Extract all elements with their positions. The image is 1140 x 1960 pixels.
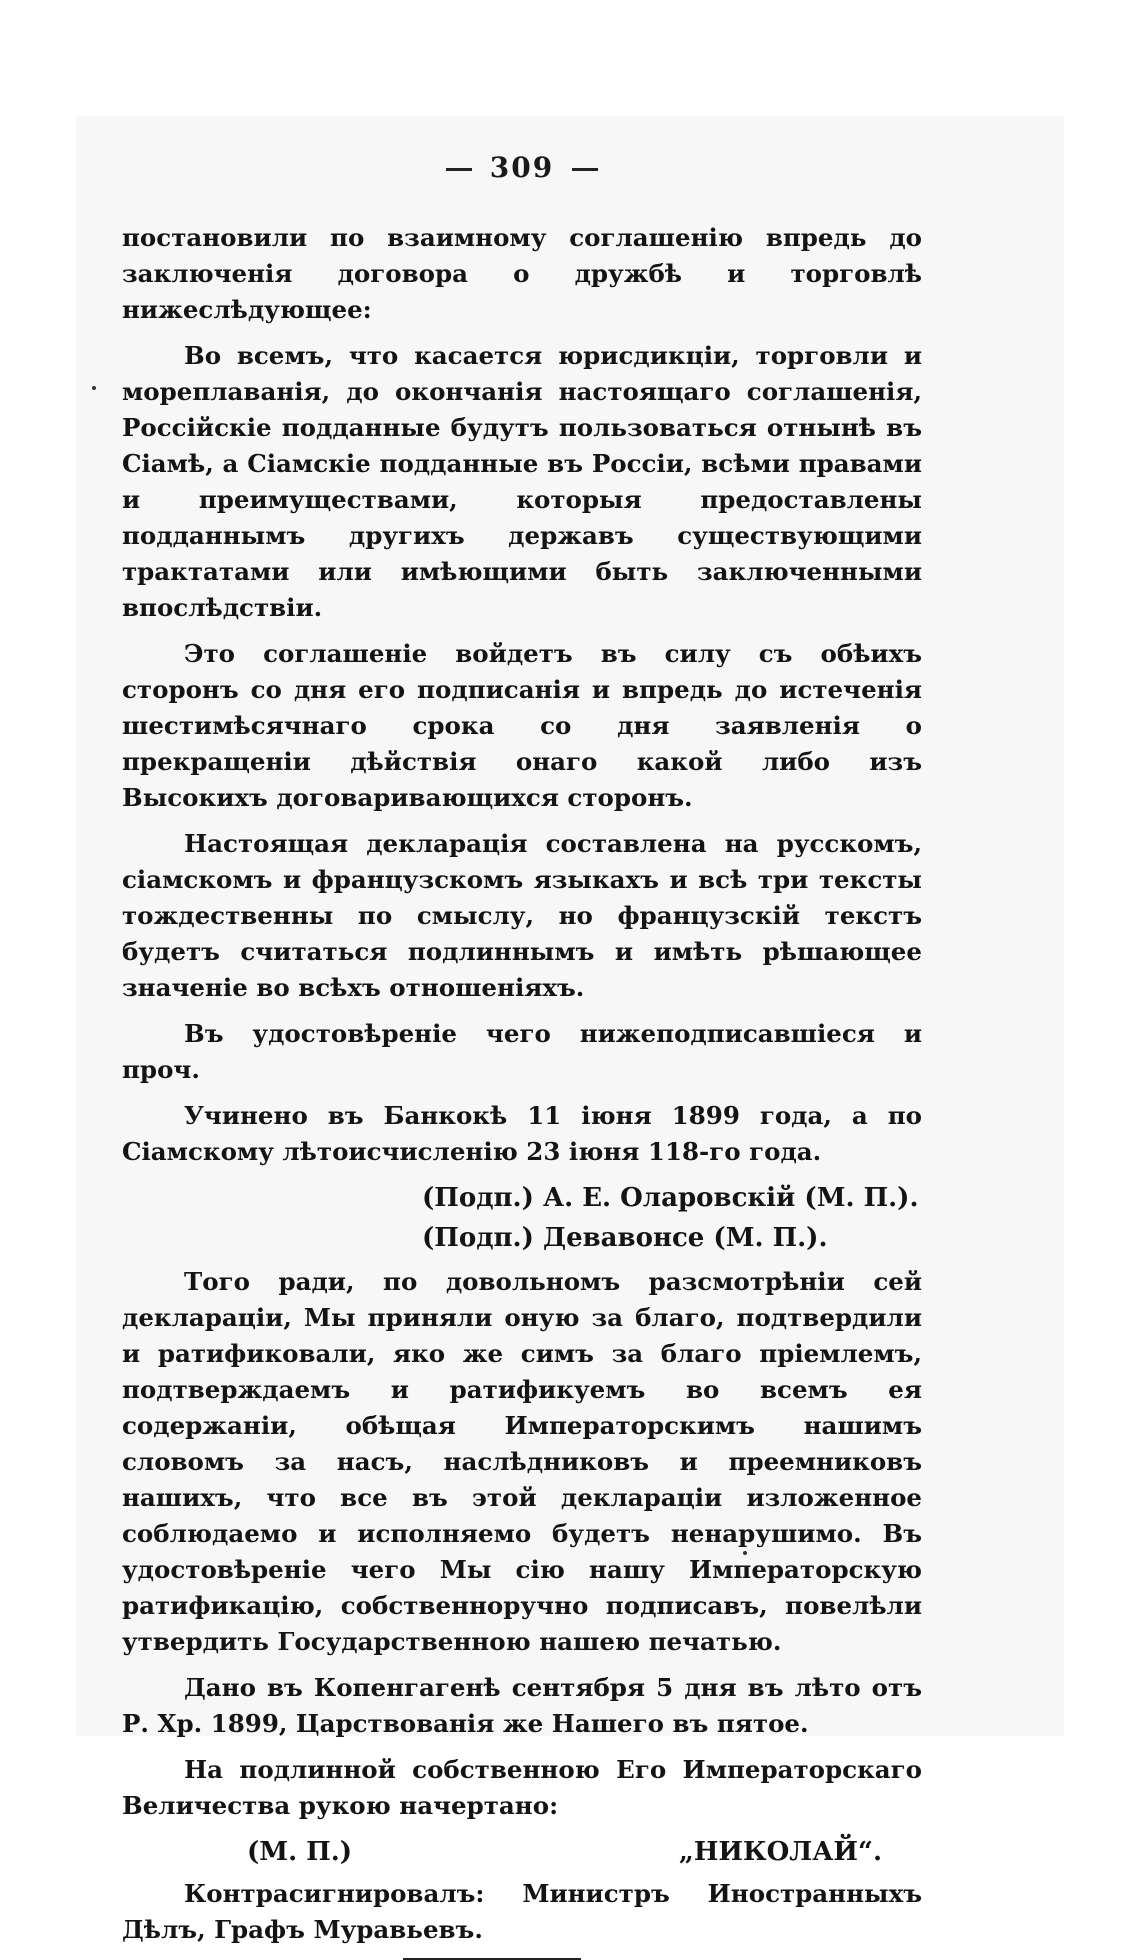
page-number-dash-right xyxy=(572,168,598,171)
ink-speck xyxy=(743,1551,747,1555)
signature-1: (Подп.) А. Е. Оларовскій (М. П.). xyxy=(422,1183,919,1213)
paragraph-2: Во всемъ, что касается юрисдикціи, торговли и мореплаванія, до окончанія настоящаго соглашенія, Россійскіе подданные будутъ пользоваться отнынѣ въ Сіамѣ, а Сіамскіе подданные въ Россіи, всѣми правами и преимуществами, которыя предоставлены подданнымъ другихъ державъ существующими трактатами или имѣющими быть заключенными впослѣдствіи. xyxy=(122,341,922,622)
paragraph-3: Это соглашеніе войдетъ въ силу съ обѣихъ сторонъ со дня его подписанія и впредь до истеченія шестимѣсячнаго срока со дня заявленія о прекращеніи дѣйствія онаго какой либо изъ Высокихъ договаривающихся сторонъ. xyxy=(122,639,922,812)
document-page xyxy=(122,150,922,1960)
imperial-signature: „НИКОЛАЙ“. xyxy=(678,1837,882,1867)
ink-speck xyxy=(92,386,96,390)
paragraph-4: Настоящая декларація составлена на русскомъ, сіамскомъ и французскомъ языкахъ и всѣ три тексты тождественны по смыслу, но французскій текстъ будетъ считаться подлиннымъ и имѣть рѣшающее значеніе во всѣхъ отношеніяхъ. xyxy=(122,829,922,1002)
paragraph-1: постановили по взаимному соглашенію впредь до заключенія договора о дружбѣ и торговлѣ нижеслѣдующее: xyxy=(122,223,922,324)
paragraph-8: Дано въ Копенгагенѣ сентября 5 дня въ лѣто отъ Р. Хр. 1899, Царствованія же Нашего въ пятое. xyxy=(122,1673,922,1738)
signature-2: (Подп.) Девавонсе (М. П.). xyxy=(422,1223,828,1253)
paragraph-10: Контрасигнировалъ: Министръ Иностранныхъ Дѣлъ, Графъ Муравьевъ. xyxy=(122,1879,922,1944)
paragraph-6: Учинено въ Банкокѣ 11 іюня 1899 года, а по Сіамскому лѣтоисчисленію 23 іюня 118-го года. xyxy=(122,1101,922,1166)
paragraph-7: Того ради, по довольномъ разсмотрѣніи сей деклараціи, Мы приняли оную за благо, подтвердили и ратификовали, яко же симъ за благо пріемлемъ, подтверждаемъ и ратификуемъ во всемъ ея содержаніи, обѣщая Императорскимъ нашимъ словомъ за насъ, наслѣдниковъ и преемниковъ нашихъ, что все въ этой деклараціи изложенное соблюдаемо и исполняемо будетъ ненарушимо. Въ удостовѣреніе чего Мы сію нашу Императорскую ратификацію, собственноручно подписавъ, повелѣли утвердить Государственною нашею печатью. xyxy=(122,1267,922,1656)
seal-mark: (М. П.) xyxy=(247,1837,353,1867)
seal-signature-row xyxy=(122,1834,922,1870)
paragraph-5: Въ удостовѣреніе чего нижеподписавшіеся и проч. xyxy=(122,1019,922,1084)
page-number-dash-left xyxy=(446,168,472,171)
paragraph-9: На подлинной собственною Его Императорскаго Величества рукою начертано: xyxy=(122,1755,922,1820)
page-number: 309 xyxy=(489,151,555,184)
page-number-line xyxy=(122,150,922,186)
